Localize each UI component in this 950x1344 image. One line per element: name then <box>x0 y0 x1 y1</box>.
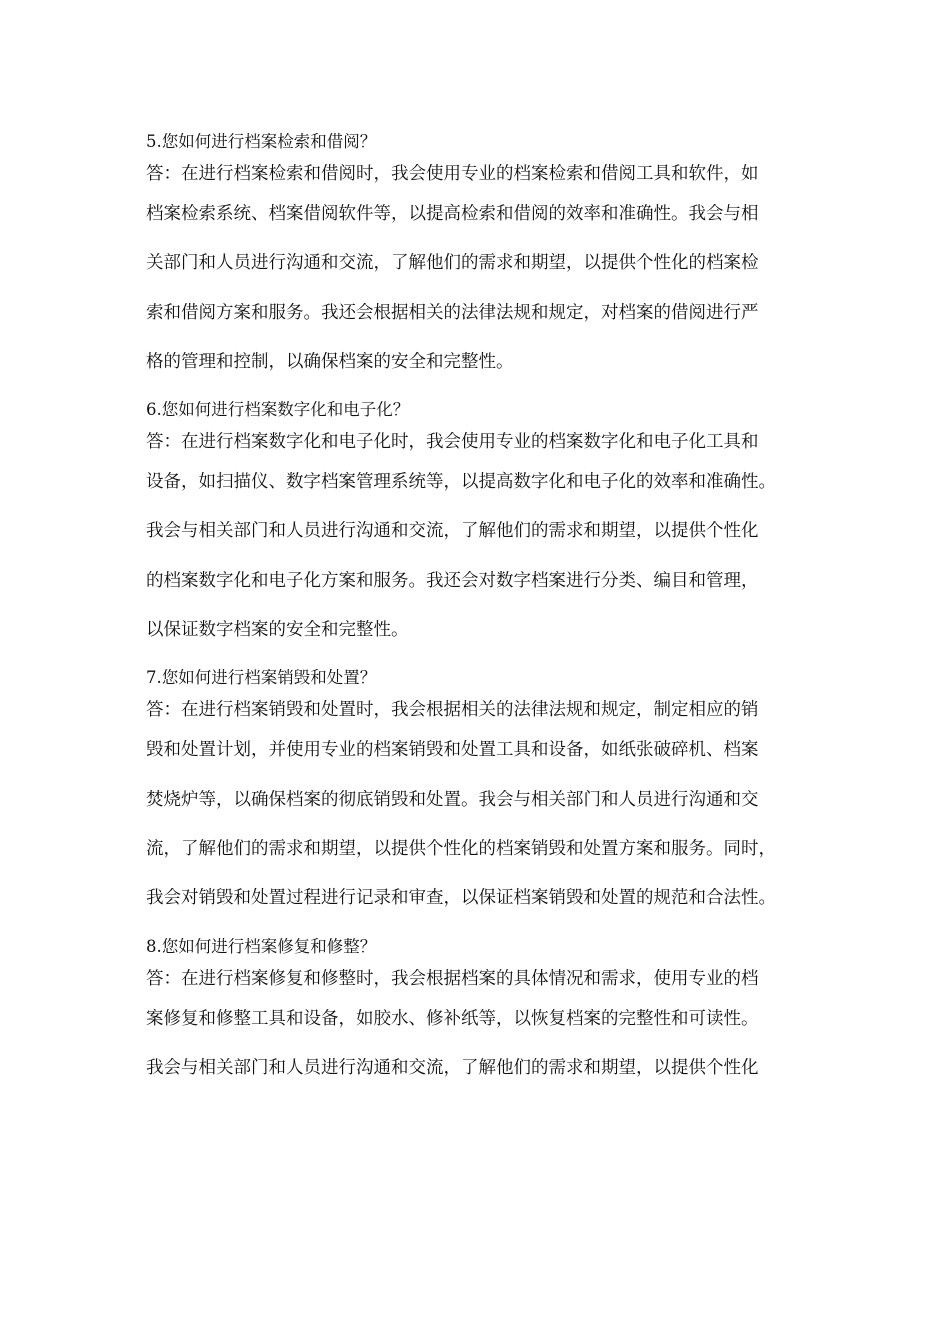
question-heading: 7.您如何进行档案销毁和处置？ <box>146 668 377 688</box>
answer-line: 我会与相关部门和人员进行沟通和交流，了解他们的需求和期望，以提供个性化 <box>146 1057 759 1078</box>
answer-line: 我会与相关部门和人员进行沟通和交流，了解他们的需求和期望，以提供个性化 <box>146 521 759 542</box>
answer-line: 答：在进行档案数字化和电子化时，我会使用专业的档案数字化和电子化工具和 <box>146 432 759 453</box>
answer-line: 答：在进行档案检索和借阅时，我会使用专业的档案检索和借阅工具和软件，如 <box>146 164 759 184</box>
answer-line: 关部门和人员进行沟通和交流，了解他们的需求和期望，以提供个性化的档案检 <box>146 253 759 274</box>
answer-line: 答：在进行档案销毁和处置时，我会根据相关的法律法规和规定，制定相应的销 <box>146 700 759 721</box>
answer-line: 格的管理和控制，以确保档案的安全和完整性。 <box>146 351 514 372</box>
qa-section-5 <box>146 126 818 387</box>
qa-section-7 <box>146 662 818 923</box>
qa-section-6 <box>146 394 818 655</box>
answer-line: 我会对销毁和处置过程进行记录和审查，以保证档案销毁和处置的规范和合法性。 <box>146 888 776 909</box>
question-heading: 5.您如何进行档案检索和借阅？ <box>146 132 377 151</box>
answer-line: 毁和处置计划，并使用专业的档案销毁和处置工具和设备，如纸张破碎机、档案 <box>146 740 759 761</box>
answer-line: 焚烧炉等，以确保档案的彻底销毁和处置。我会与相关部门和人员进行沟通和交 <box>146 789 759 810</box>
answer-line: 以保证数字档案的安全和完整性。 <box>146 620 409 641</box>
qa-section-8 <box>146 931 818 1094</box>
answer-line: 答：在进行档案修复和修整时，我会根据档案的具体情况和需求，使用专业的档 <box>146 968 759 989</box>
answer-line: 案修复和修整工具和设备，如胶水、修补纸等，以恢复档案的完整性和可读性。 <box>146 1008 759 1029</box>
document-page <box>146 126 818 1093</box>
answer-line: 的档案数字化和电子化方案和服务。我还会对数字档案进行分类、编目和管理， <box>146 570 759 591</box>
answer-line: 档案检索系统、档案借阅软件等，以提高检索和借阅的效率和准确性。我会与相 <box>146 204 759 224</box>
answer-line: 流，了解他们的需求和期望，以提供个性化的档案销毁和处置方案和服务。同时， <box>146 838 776 859</box>
answer-line: 设备，如扫描仪、数字档案管理系统等，以提高数字化和电子化的效率和准确性。 <box>146 472 776 493</box>
answer-line: 索和借阅方案和服务。我还会根据相关的法律法规和规定，对档案的借阅进行严 <box>146 302 759 323</box>
question-heading: 8.您如何进行档案修复和修整？ <box>146 936 377 956</box>
question-heading: 6.您如何进行档案数字化和电子化？ <box>146 400 410 420</box>
